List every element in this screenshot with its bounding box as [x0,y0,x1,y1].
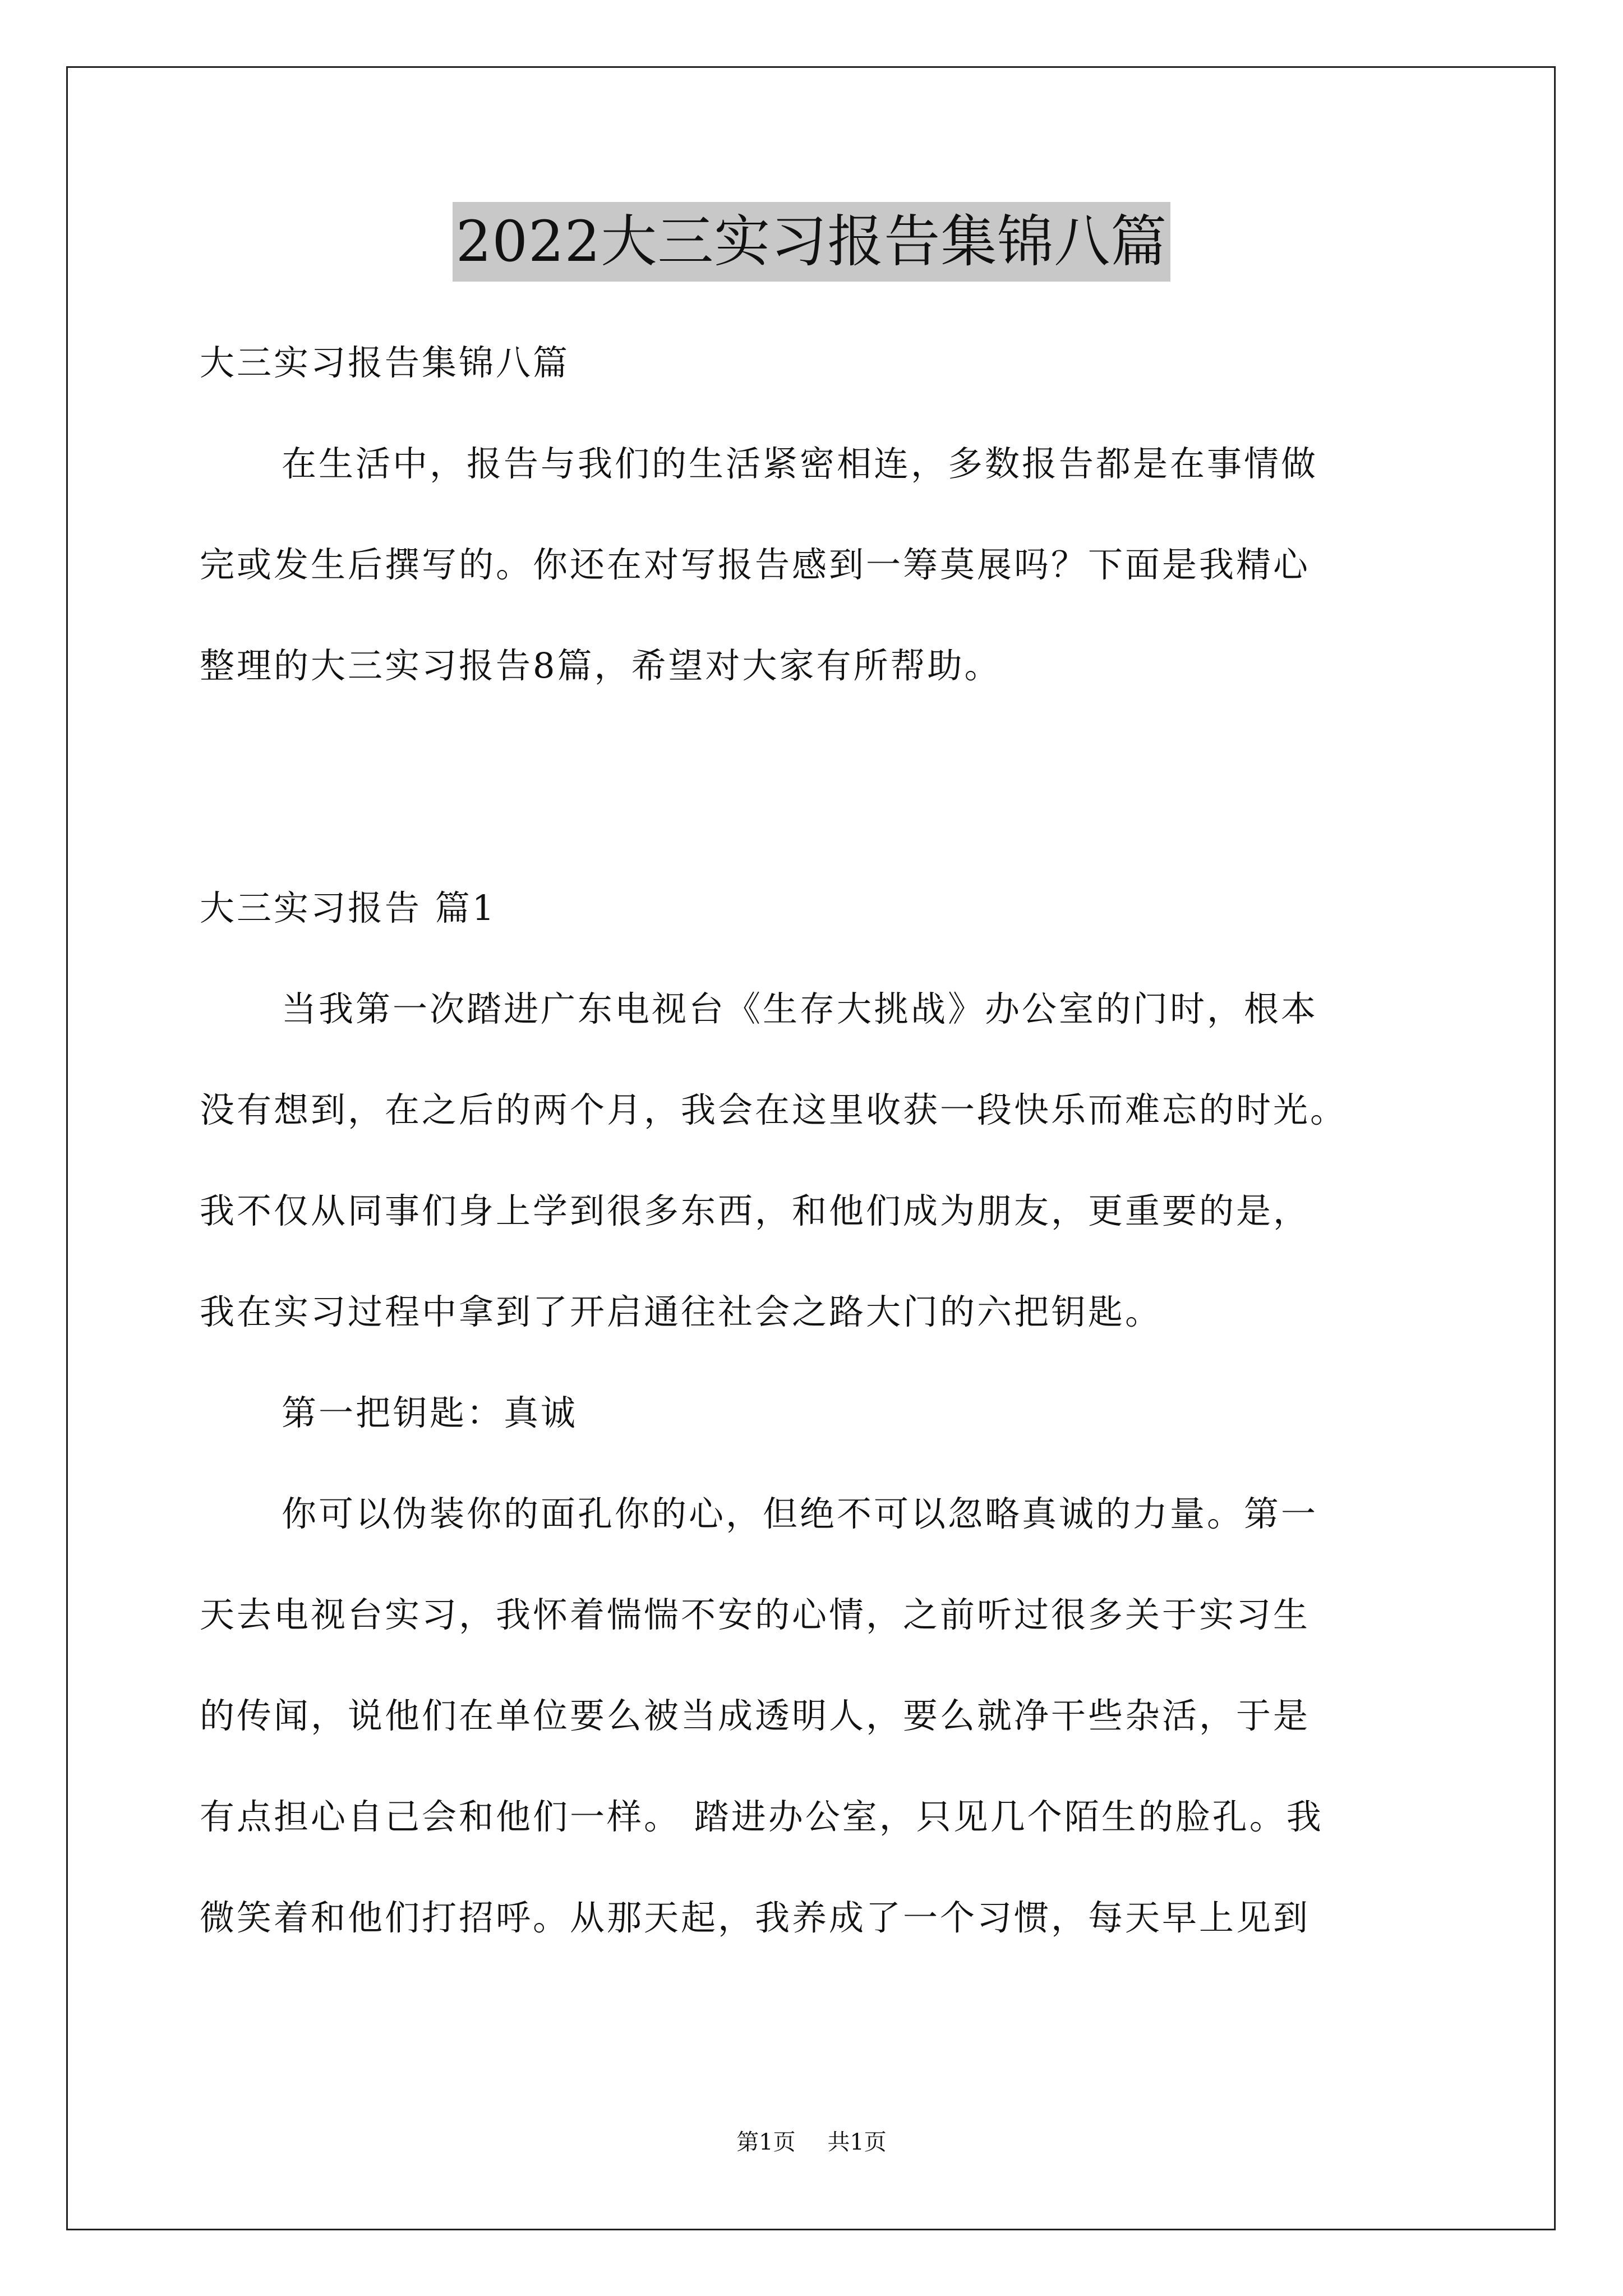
paragraph-line: 天去电视台实习，我怀着惴惴不安的心情，之前听过很多关于实习生 [200,1594,1311,1635]
section-heading: 大三实习报告 篇1 [200,887,497,928]
paragraph-line: 我在实习过程中拿到了开启通往社会之路大门的六把钥匙。 [200,1291,1163,1332]
document-subtitle: 大三实习报告集锦八篇 [200,342,570,383]
key-heading: 第一把钥匙：真诚 [282,1392,578,1433]
paragraph-line: 微笑着和他们打招呼。从那天起，我养成了一个习惯，每天早上见到 [200,1897,1311,1938]
page-total: 共1页 [827,2129,887,2155]
title-container [0,202,1623,282]
paragraph-line: 你可以伪装你的面孔你的心，但绝不可以忽略真诚的力量。第一 [282,1493,1318,1534]
paragraph-line: 有点担心自己会和他们一样。 踏进办公室，只见几个陌生的脸孔。我 [200,1796,1324,1837]
page-number: 第1页 [736,2129,796,2155]
paragraph-line: 没有想到，在之后的两个月，我会在这里收获一段快乐而难忘的时光。 [200,1089,1348,1130]
intro-line-2: 完或发生后撰写的。你还在对写报告感到一筹莫展吗？下面是我精心 [200,544,1311,585]
paragraph-line: 当我第一次踏进广东电视台《生存大挑战》办公室的门时，根本 [282,988,1318,1029]
intro-line-1: 在生活中，报告与我们的生活紧密相连，多数报告都是在事情做 [282,443,1318,484]
page-footer [0,2129,1623,2156]
paragraph-line: 我不仅从同事们身上学到很多东西，和他们成为朋友，更重要的是， [200,1190,1311,1231]
intro-line-3: 整理的大三实习报告8篇，希望对大家有所帮助。 [200,645,1002,686]
document-title: 2022大三实习报告集锦八篇 [453,202,1171,282]
paragraph-line: 的传闻，说他们在单位要么被当成透明人，要么就净干些杂活，于是 [200,1695,1311,1736]
